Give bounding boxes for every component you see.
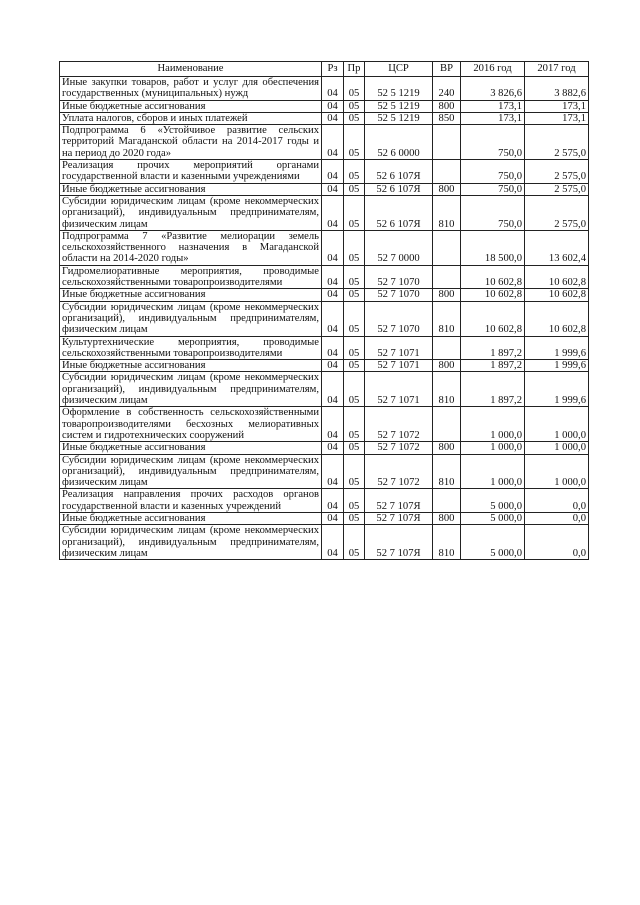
cell-vr: [433, 336, 461, 360]
cell-vr: 810: [433, 195, 461, 230]
cell-rz: 04: [322, 112, 344, 124]
cell-pr: 05: [344, 289, 365, 301]
cell-vr: 240: [433, 77, 461, 101]
cell-pr: 05: [344, 336, 365, 360]
table-body: [60, 77, 589, 560]
table-row: [60, 372, 589, 407]
cell-2017: 173,1: [525, 112, 589, 124]
cell-2016: 3 826,6: [461, 77, 525, 101]
cell-2016: 750,0: [461, 195, 525, 230]
cell-pr: 05: [344, 160, 365, 184]
cell-pr: 05: [344, 372, 365, 407]
cell-pr: 05: [344, 360, 365, 372]
cell-rz: 04: [322, 301, 344, 336]
budget-table: [59, 61, 589, 560]
header-pr: Пр: [344, 62, 365, 77]
cell-rz: 04: [322, 265, 344, 289]
cell-2017: 0,0: [525, 512, 589, 524]
cell-vr: 800: [433, 289, 461, 301]
cell-pr: 05: [344, 77, 365, 101]
table-row: [60, 336, 589, 360]
cell-vr: 810: [433, 301, 461, 336]
cell-csr: 52 7 1071: [365, 360, 433, 372]
cell-2017: 1 000,0: [525, 454, 589, 489]
cell-name: Иные бюджетные ассигнования: [60, 442, 322, 454]
cell-name: Реализация прочих мероприятий органами государственной власти и казенными учреждениями: [60, 160, 322, 184]
cell-rz: 04: [322, 489, 344, 513]
cell-csr: 52 7 107Я: [365, 512, 433, 524]
cell-csr: 52 6 0000: [365, 125, 433, 160]
cell-2016: 1 897,2: [461, 336, 525, 360]
cell-pr: 05: [344, 100, 365, 112]
cell-2017: 10 602,8: [525, 301, 589, 336]
cell-vr: 850: [433, 112, 461, 124]
cell-csr: 52 7 1071: [365, 336, 433, 360]
cell-csr: 52 7 1072: [365, 454, 433, 489]
cell-rz: 04: [322, 336, 344, 360]
cell-csr: 52 5 1219: [365, 112, 433, 124]
table-row: [60, 100, 589, 112]
cell-vr: 800: [433, 512, 461, 524]
cell-2017: 2 575,0: [525, 125, 589, 160]
header-csr: ЦСР: [365, 62, 433, 77]
table-row: [60, 512, 589, 524]
cell-vr: 800: [433, 100, 461, 112]
cell-pr: 05: [344, 195, 365, 230]
header-name: Наименование: [60, 62, 322, 77]
cell-name: Иные бюджетные ассигнования: [60, 289, 322, 301]
table-row: [60, 454, 589, 489]
cell-2017: 1 000,0: [525, 442, 589, 454]
table-row: [60, 301, 589, 336]
cell-2016: 1 000,0: [461, 454, 525, 489]
cell-2017: 1 000,0: [525, 407, 589, 442]
cell-csr: 52 5 1219: [365, 77, 433, 101]
cell-csr: 52 7 0000: [365, 230, 433, 265]
cell-name: Иные бюджетные ассигнования: [60, 512, 322, 524]
cell-name: Подпрограмма 7 «Развитие мелиорации земель сельскохозяйственного назначения в Магаданской области на 2014-2020 годы»: [60, 230, 322, 265]
cell-2017: 13 602,4: [525, 230, 589, 265]
cell-csr: 52 7 1070: [365, 265, 433, 289]
cell-2016: 750,0: [461, 183, 525, 195]
cell-name: Субсидии юридическим лицам (кроме некоммерческих организаций), индивидуальным предпринимателям, физическим лицам: [60, 454, 322, 489]
cell-vr: [433, 265, 461, 289]
table-row: [60, 265, 589, 289]
cell-2017: 2 575,0: [525, 195, 589, 230]
header-rz: Рз: [322, 62, 344, 77]
cell-csr: 52 7 107Я: [365, 525, 433, 560]
cell-2017: 10 602,8: [525, 289, 589, 301]
cell-name: Иные бюджетные ассигнования: [60, 100, 322, 112]
table-row: [60, 112, 589, 124]
table-row: [60, 125, 589, 160]
cell-2016: 10 602,8: [461, 301, 525, 336]
table-row: [60, 525, 589, 560]
cell-csr: 52 6 107Я: [365, 195, 433, 230]
cell-rz: 04: [322, 230, 344, 265]
cell-vr: 800: [433, 442, 461, 454]
cell-name: Иные бюджетные ассигнования: [60, 360, 322, 372]
cell-name: Культуртехнические мероприятия, проводимые сельскохозяйственными товаропроизводителями: [60, 336, 322, 360]
table-row: [60, 230, 589, 265]
cell-vr: [433, 160, 461, 184]
cell-rz: 04: [322, 442, 344, 454]
cell-rz: 04: [322, 160, 344, 184]
cell-name: Реализация направления прочих расходов органов государственной власти и казенных учреждений: [60, 489, 322, 513]
cell-name: Иные закупки товаров, работ и услуг для обеспечения государственных (муниципальных) нужд: [60, 77, 322, 101]
cell-2017: 0,0: [525, 525, 589, 560]
cell-2017: 1 999,6: [525, 336, 589, 360]
cell-2016: 10 602,8: [461, 289, 525, 301]
cell-csr: 52 7 1072: [365, 442, 433, 454]
cell-name: Субсидии юридическим лицам (кроме некоммерческих организаций), индивидуальным предпринимателям, физическим лицам: [60, 301, 322, 336]
cell-csr: 52 6 107Я: [365, 183, 433, 195]
cell-2017: 3 882,6: [525, 77, 589, 101]
header-2017: 2017 год: [525, 62, 589, 77]
cell-rz: 04: [322, 454, 344, 489]
cell-rz: 04: [322, 407, 344, 442]
table-row: [60, 489, 589, 513]
cell-2016: 750,0: [461, 160, 525, 184]
table-row: [60, 77, 589, 101]
cell-pr: 05: [344, 301, 365, 336]
table-row: [60, 195, 589, 230]
cell-pr: 05: [344, 512, 365, 524]
cell-2016: 1 897,2: [461, 372, 525, 407]
cell-rz: 04: [322, 512, 344, 524]
cell-2017: 2 575,0: [525, 160, 589, 184]
header-vr: ВР: [433, 62, 461, 77]
cell-pr: 05: [344, 525, 365, 560]
cell-csr: 52 7 1071: [365, 372, 433, 407]
cell-2016: 10 602,8: [461, 265, 525, 289]
cell-pr: 05: [344, 265, 365, 289]
cell-rz: 04: [322, 289, 344, 301]
cell-name: Субсидии юридическим лицам (кроме некоммерческих организаций), индивидуальным предпринимателям, физическим лицам: [60, 372, 322, 407]
cell-pr: 05: [344, 489, 365, 513]
cell-vr: [433, 407, 461, 442]
cell-vr: [433, 489, 461, 513]
cell-pr: 05: [344, 230, 365, 265]
cell-pr: 05: [344, 442, 365, 454]
cell-name: Субсидии юридическим лицам (кроме некоммерческих организаций), индивидуальным предпринимателям, физическим лицам: [60, 525, 322, 560]
cell-pr: 05: [344, 183, 365, 195]
cell-2016: 5 000,0: [461, 525, 525, 560]
cell-2016: 1 000,0: [461, 407, 525, 442]
table-header-row: [60, 62, 589, 77]
cell-csr: 52 7 107Я: [365, 489, 433, 513]
header-2016: 2016 год: [461, 62, 525, 77]
cell-vr: 800: [433, 360, 461, 372]
table-row: [60, 160, 589, 184]
cell-pr: 05: [344, 125, 365, 160]
cell-csr: 52 5 1219: [365, 100, 433, 112]
table-row: [60, 442, 589, 454]
cell-2017: 1 999,6: [525, 372, 589, 407]
cell-rz: 04: [322, 525, 344, 560]
cell-vr: [433, 230, 461, 265]
cell-rz: 04: [322, 372, 344, 407]
cell-csr: 52 6 107Я: [365, 160, 433, 184]
cell-2017: 173,1: [525, 100, 589, 112]
cell-csr: 52 7 1070: [365, 301, 433, 336]
table-row: [60, 289, 589, 301]
cell-rz: 04: [322, 77, 344, 101]
cell-name: Подпрограмма 6 «Устойчивое развитие сельских территорий Магаданской области на 2014-2017 годы и на период до 2020 года»: [60, 125, 322, 160]
cell-2017: 0,0: [525, 489, 589, 513]
cell-2016: 173,1: [461, 100, 525, 112]
cell-csr: 52 7 1070: [365, 289, 433, 301]
cell-rz: 04: [322, 195, 344, 230]
cell-vr: [433, 125, 461, 160]
cell-csr: 52 7 1072: [365, 407, 433, 442]
cell-rz: 04: [322, 125, 344, 160]
cell-2017: 1 999,6: [525, 360, 589, 372]
cell-pr: 05: [344, 407, 365, 442]
cell-name: Субсидии юридическим лицам (кроме некоммерческих организаций), индивидуальным предпринимателям, физическим лицам: [60, 195, 322, 230]
cell-vr: 810: [433, 372, 461, 407]
cell-2016: 5 000,0: [461, 512, 525, 524]
cell-2016: 5 000,0: [461, 489, 525, 513]
cell-2017: 10 602,8: [525, 265, 589, 289]
table-row: [60, 407, 589, 442]
cell-rz: 04: [322, 183, 344, 195]
table-row: [60, 183, 589, 195]
cell-name: Уплата налогов, сборов и иных платежей: [60, 112, 322, 124]
cell-2017: 2 575,0: [525, 183, 589, 195]
cell-rz: 04: [322, 100, 344, 112]
cell-2016: 750,0: [461, 125, 525, 160]
cell-name: Оформление в собственность сельскохозяйственными товаропроизводителями бесхозных мелиоративных систем и гидротехнических сооружений: [60, 407, 322, 442]
cell-vr: 810: [433, 525, 461, 560]
cell-pr: 05: [344, 454, 365, 489]
cell-vr: 800: [433, 183, 461, 195]
cell-name: Иные бюджетные ассигнования: [60, 183, 322, 195]
cell-2016: 1 000,0: [461, 442, 525, 454]
cell-2016: 18 500,0: [461, 230, 525, 265]
cell-pr: 05: [344, 112, 365, 124]
cell-vr: 810: [433, 454, 461, 489]
table-row: [60, 360, 589, 372]
cell-2016: 1 897,2: [461, 360, 525, 372]
cell-2016: 173,1: [461, 112, 525, 124]
cell-rz: 04: [322, 360, 344, 372]
cell-name: Гидромелиоративные мероприятия, проводимые сельскохозяйственными товаропроизводителями: [60, 265, 322, 289]
